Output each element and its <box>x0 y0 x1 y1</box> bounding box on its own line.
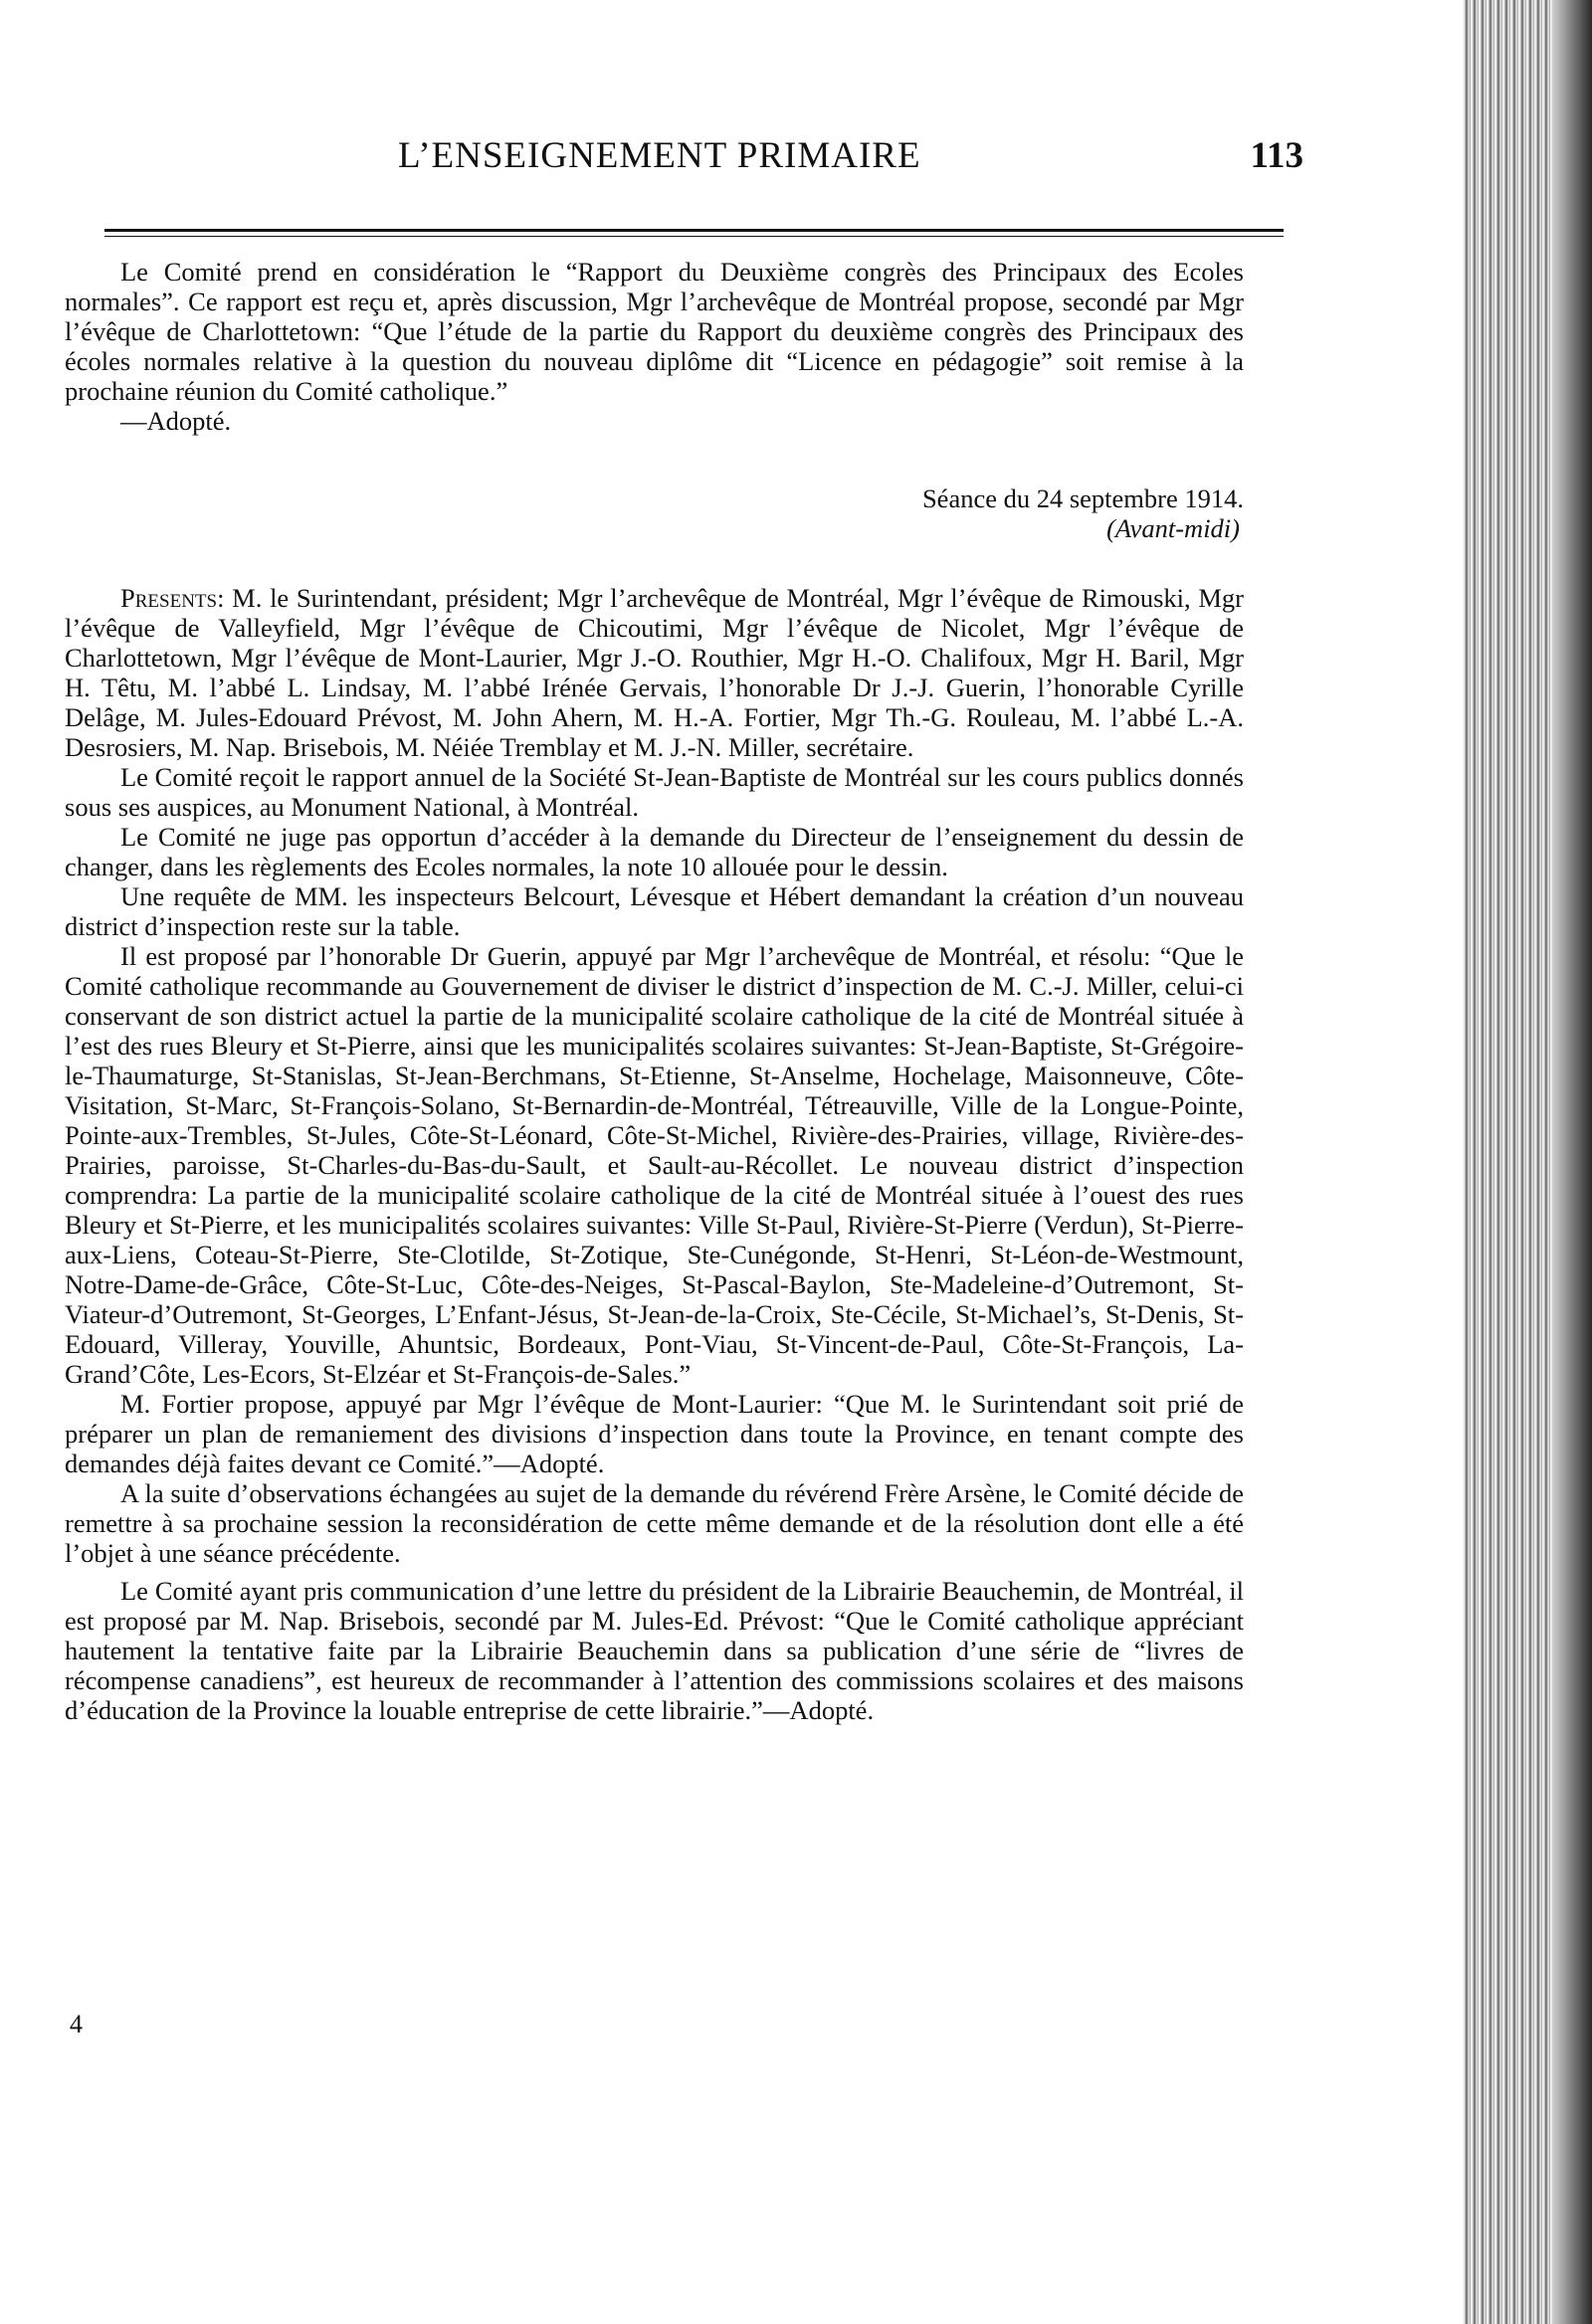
page-header <box>80 134 1303 194</box>
paragraph-beauchemin: Le Comité ayant pris communication d’une lettre du président de la Librairie Beauchemin, de Montréal, il est proposé par M. Nap. Brisebois, secondé par M. Jules-Ed. Prévost: “Que le Comité catholique appréciant hautement la tentative faite par la Librairie Beauchemin dans sa publication d’une série de “livres de récompense canadiens”, est heureux de recommander à l’attention des commissions scolaires et des maisons d’éducation de la Province la louable entreprise de cette librairie.”—Adopté. <box>65 1576 1244 1725</box>
spacer <box>65 1568 1244 1576</box>
page-number: 113 <box>1250 135 1303 176</box>
presents-label: Presents: <box>120 583 225 613</box>
body-text <box>65 257 1244 1725</box>
presents-list: M. le Surintendant, président; Mgr l’archevêque de Montréal, Mgr l’évêque de Rimouski, Mgr l’évêque de Valleyfield, Mgr l’évêque de Chicoutimi, Mgr l’évêque de Nicolet, Mgr l’évêque de Charlottetown, Mgr l’évêque de Mont-Laurier, Mgr J.-O. Routhier, Mgr H.-O. Chalifoux, Mgr H. Baril, Mgr H. Têtu, M. l’abbé L. Lindsay, M. l’abbé Irénée Gervais, l’honorable Dr J.-J. Guerin, l’honorable Cyrille Delâge, M. Jules-Edouard Prévost, M. John Ahern, M. H.-A. Fortier, Mgr Th.-G. Rouleau, M. l’abbé L.-A. Desrosiers, M. Nap. Brisebois, M. Néiée Tremblay et M. J.-N. Miller, secrétaire. <box>65 583 1244 762</box>
session-date: Séance du 24 septembre 1914. <box>921 484 1244 513</box>
header-rule-thin <box>104 236 1284 237</box>
paragraph-societe: Le Comité reçoit le rapport annuel de la Société St-Jean-Baptiste de Montréal sur les cours publics donnés sous ses auspices, au Monument National, à Montréal. <box>65 762 1244 822</box>
session-heading <box>65 484 1244 543</box>
session-time: (Avant-midi) <box>1106 513 1240 543</box>
paragraph-arsene: A la suite d’observations échangées au sujet de la demande du révérend Frère Arsène, le Comité décide de remettre à sa prochaine session la reconsidération de cette même demande et de la résolution dont elle a été l’objet à une séance précédente. <box>65 1478 1244 1568</box>
paragraph-presents <box>65 583 1244 762</box>
signature-mark: 4 <box>70 2010 83 2038</box>
header-rule <box>104 229 1284 232</box>
paragraph-fortier: M. Fortier propose, appuyé par Mgr l’évêque de Mont-Laurier: “Que M. le Surintendant soit prié de préparer un plan de remaniement des divisions d’inspection dans toute la Province, en tenant compte des demandes déjà faites devant ce Comité.”—Adopté. <box>65 1389 1244 1478</box>
book-spine-shadow <box>1552 0 1592 2324</box>
paragraph-rapport: Le Comité prend en considération le “Rapport du Deuxième congrès des Principaux des Ecoles normales”. Ce rapport est reçu et, après discussion, Mgr l’archevêque de Montréal propose, secondé par Mgr l’évêque de Charlottetown: “Que l’étude de la partie du Rapport du deuxième congrès des Principaux des écoles normales relative à la question du nouveau diplôme dit “Licence en pédagogie” soit remise à la prochaine réunion du Comité catholique.” <box>65 257 1244 406</box>
paragraph-district: Il est proposé par l’honorable Dr Guerin, appuyé par Mgr l’archevêque de Montréal, et résolu: “Que le Comité catholique recommande au Gouvernement de diviser le district d’inspection de M. C.-J. Miller, celui-ci conservant de son district actuel la partie de la municipalité scolaire catholique de la cité de Montréal située à l’est des rues Bleury et St-Pierre, ainsi que les municipalités scolaires suivantes: St-Jean-Baptiste, St-Grégoire-le-Thaumaturge, St-Stanislas, St-Jean-Berchmans, St-Etienne, St-Anselme, Hochelage, Maisonneuve, Côte-Visitation, St-Marc, St-François-Solano, St-Bernardin-de-Montréal, Tétreauville, Ville de la Longue-Pointe, Pointe-aux-Trembles, St-Jules, Côte-St-Léonard, Côte-St-Michel, Rivière-des-Prairies, village, Rivière-des-Prairies, paroisse, St-Charles-du-Bas-du-Sault, et Sault-au-Récollet. Le nouveau district d’inspection comprendra: La partie de la municipalité scolaire catholique de la cité de Montréal située à l’ouest des rues Bleury et St-Pierre, et les municipalités scolaires suivantes: Ville St-Paul, Rivière-St-Pierre (Verdun), St-Pierre-aux-Liens, Coteau-St-Pierre, Ste-Clotilde, St-Zotique, Ste-Cunégonde, St-Henri, St-Léon-de-Westmount, Notre-Dame-de-Grâce, Côte-St-Luc, Côte-des-Neiges, St-Pascal-Baylon, Ste-Madeleine-d’Outremont, St-Viateur-d’Outremont, St-Georges, L’Enfant-Jésus, St-Jean-de-la-Croix, Ste-Cécile, St-Michael’s, St-Denis, St-Edouard, Villeray, Youville, Ahuntsic, Bordeaux, Pont-Viau, St-Vincent-de-Paul, Côte-St-François, La-Grand’Côte, Les-Ecors, St-Elzéar et St-François-de-Sales.” <box>65 941 1244 1389</box>
paragraph-dessin: Le Comité ne juge pas opportun d’accéder à la demande du Directeur de l’enseignement du dessin de changer, dans les règlements des Ecoles normales, la note 10 allouée pour le dessin. <box>65 822 1244 881</box>
paragraph-requete: Une requête de MM. les inspecteurs Belcourt, Lévesque et Hébert demandant la création d’un nouveau district d’inspection reste sur la table. <box>65 881 1244 941</box>
adopte-line: —Adopté. <box>120 406 232 436</box>
running-title: L’ENSEIGNEMENT PRIMAIRE <box>398 135 921 176</box>
